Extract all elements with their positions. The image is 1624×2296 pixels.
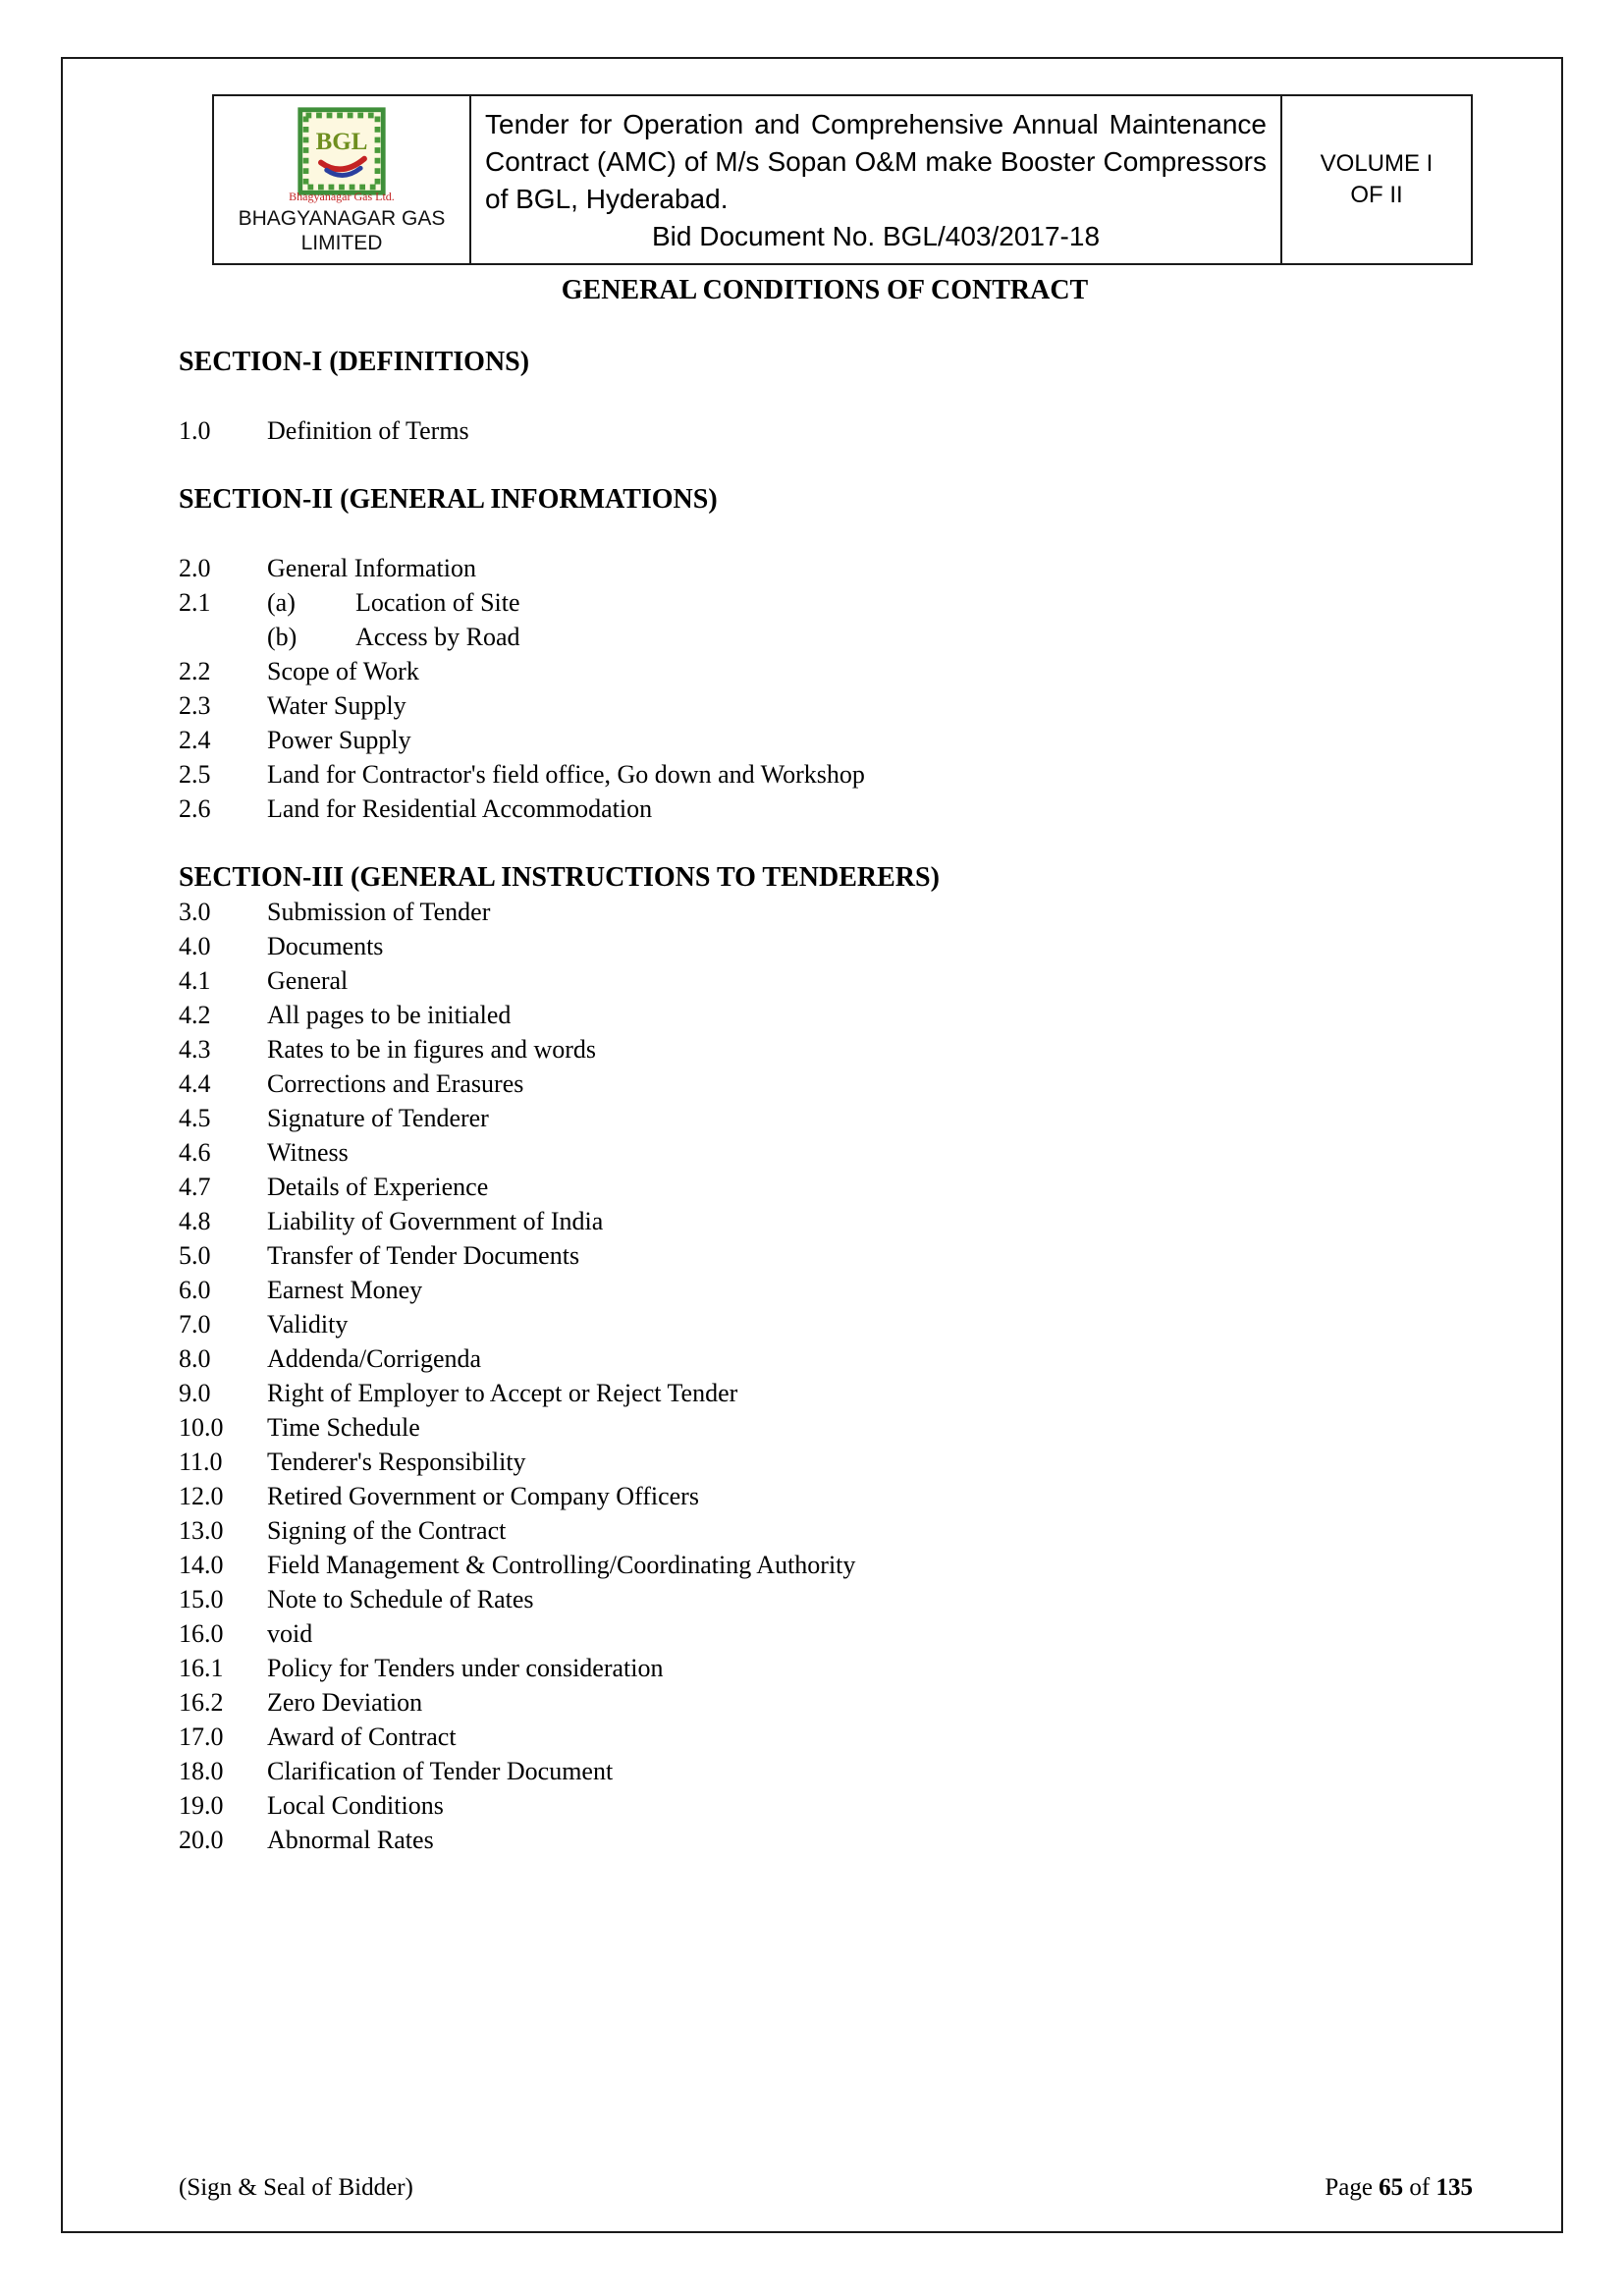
toc-item	[179, 1170, 1471, 1204]
toc-item	[179, 1410, 1471, 1445]
footer-page-number	[1325, 2174, 1473, 2202]
toc-item-number: 14.0	[179, 1551, 224, 1579]
header-title-cell	[471, 96, 1282, 263]
toc-item	[179, 1651, 1471, 1685]
of-label: of	[1409, 2174, 1431, 2201]
toc-item-text: Signing of the Contract	[267, 1516, 507, 1545]
document-title: GENERAL CONDITIONS OF CONTRACT	[561, 275, 1089, 305]
toc-item	[179, 757, 1471, 792]
toc-item-number: 2.1	[179, 588, 211, 617]
toc-item-number: 4.6	[179, 1138, 211, 1167]
toc-item-number: 9.0	[179, 1379, 211, 1407]
toc-item-text: Definition of Terms	[267, 416, 469, 445]
toc-item-number: 5.0	[179, 1241, 211, 1270]
toc-item-text: Time Schedule	[267, 1413, 420, 1442]
toc-list-section2	[179, 551, 1471, 826]
toc-item-text: Clarification of Tender Document	[267, 1757, 614, 1785]
toc-item	[179, 1582, 1471, 1616]
toc-item-number	[179, 620, 267, 654]
toc-item-number: 16.1	[179, 1654, 224, 1682]
toc-item-number: 11.0	[179, 1448, 223, 1476]
toc-item-number: 4.1	[179, 966, 211, 995]
toc-item	[179, 1720, 1471, 1754]
total-pages-value: 135	[1435, 2174, 1473, 2201]
spacer	[179, 379, 1471, 413]
toc-item-text: Documents	[267, 932, 384, 960]
page-label: Page	[1325, 2174, 1373, 2201]
section-heading-definitions: SECTION-I (DEFINITIONS)	[179, 347, 530, 377]
tender-title: Tender for Operation and Comprehensive Annual Maintenance Contract (AMC) of M/s Sopan O&M make Booster Compressors of BGL, Hyderabad.	[485, 109, 1267, 214]
toc-item	[179, 413, 1471, 448]
toc-item-text: Power Supply	[267, 726, 411, 754]
spacer	[179, 517, 1471, 551]
toc-item	[179, 1066, 1471, 1101]
toc-item-number: 2.0	[179, 554, 211, 582]
toc-item-number: 2.5	[179, 760, 211, 789]
toc-item-number: 3.0	[179, 898, 211, 926]
toc-item	[179, 1616, 1471, 1651]
toc-item	[179, 1754, 1471, 1788]
toc-item-number: 4.4	[179, 1069, 211, 1098]
toc-item	[179, 1341, 1471, 1376]
toc-item-number: 4.3	[179, 1035, 211, 1064]
toc-item-text: Earnest Money	[267, 1276, 423, 1304]
toc-item-text: Scope of Work	[267, 657, 419, 685]
document-body	[179, 273, 1471, 1857]
toc-item-text: Right of Employer to Accept or Reject Tender	[267, 1379, 738, 1407]
toc-item-text: All pages to be initialed	[267, 1001, 512, 1029]
toc-item-text: Retired Government or Company Officers	[267, 1482, 699, 1510]
toc-item-number: 2.4	[179, 726, 211, 754]
toc-item	[179, 723, 1471, 757]
toc-item-number: 19.0	[179, 1791, 224, 1820]
toc-item-text: void	[267, 1619, 313, 1648]
toc-item-number: 8.0	[179, 1344, 211, 1373]
svg-text:BGL: BGL	[315, 129, 368, 156]
toc-item-text: Submission of Tender	[267, 898, 491, 926]
toc-item-text: Liability of Government of India	[267, 1207, 604, 1235]
toc-item	[179, 1273, 1471, 1307]
toc-item-number: 2.6	[179, 794, 211, 823]
toc-item-number: 4.8	[179, 1207, 211, 1235]
toc-item	[179, 1823, 1471, 1857]
section-heading-instructions: SECTION-III (GENERAL INSTRUCTIONS TO TENDERERS)	[179, 862, 940, 893]
toc-item-text: Local Conditions	[267, 1791, 444, 1820]
toc-item-text: Witness	[267, 1138, 349, 1167]
toc-item	[179, 1307, 1471, 1341]
toc-item-number: 2.2	[179, 657, 211, 685]
toc-item-number: 17.0	[179, 1722, 224, 1751]
toc-item	[179, 1548, 1471, 1582]
toc-item	[179, 1204, 1471, 1238]
toc-item	[179, 1685, 1471, 1720]
volume-line2: OF II	[1350, 182, 1403, 208]
toc-item	[179, 1101, 1471, 1135]
company-name-line1: BHAGYANAGAR GAS	[238, 207, 446, 230]
toc-item	[179, 998, 1471, 1032]
toc-item-text: Addenda/Corrigenda	[267, 1344, 482, 1373]
toc-item-text: Access by Road	[355, 623, 520, 651]
toc-item-number: 6.0	[179, 1276, 211, 1304]
toc-item-sublabel: (b)	[267, 623, 298, 651]
toc-item	[179, 1788, 1471, 1823]
toc-item	[179, 1513, 1471, 1548]
toc-item-text: Location of Site	[355, 588, 520, 617]
toc-item-text: Signature of Tenderer	[267, 1104, 489, 1132]
toc-item-number: 12.0	[179, 1482, 224, 1510]
toc-item-number: 4.5	[179, 1104, 211, 1132]
toc-item	[179, 1135, 1471, 1170]
toc-item-text: Tenderer's Responsibility	[267, 1448, 526, 1476]
toc-item	[179, 620, 1471, 654]
toc-item-number: 4.0	[179, 932, 211, 960]
toc-item	[179, 895, 1471, 929]
toc-item	[179, 1479, 1471, 1513]
toc-item-text: Award of Contract	[267, 1722, 457, 1751]
toc-item-text: Transfer of Tender Documents	[267, 1241, 580, 1270]
bgl-logo-icon	[295, 104, 389, 203]
page-border	[61, 57, 1563, 2233]
toc-item-text: Zero Deviation	[267, 1688, 423, 1717]
toc-item-text: Land for Residential Accommodation	[267, 794, 653, 823]
toc-item-number: 10.0	[179, 1413, 224, 1442]
toc-item-number: 18.0	[179, 1757, 224, 1785]
toc-item-number: 4.2	[179, 1001, 211, 1029]
toc-item-number: 2.3	[179, 691, 211, 720]
toc-item-text: Water Supply	[267, 691, 406, 720]
toc-item-text: General	[267, 966, 349, 995]
page-footer	[179, 2174, 1473, 2202]
section-definitions	[179, 345, 1471, 448]
company-name	[239, 206, 446, 255]
spacer	[179, 448, 1471, 482]
toc-item	[179, 929, 1471, 963]
toc-item-number: 16.0	[179, 1619, 224, 1648]
toc-item	[179, 963, 1471, 998]
toc-item-text: General Information	[267, 554, 476, 582]
toc-item	[179, 1445, 1471, 1479]
toc-list-section1	[179, 413, 1471, 448]
header-table	[212, 94, 1473, 265]
toc-item-text: Corrections and Erasures	[267, 1069, 524, 1098]
toc-item-text: Abnormal Rates	[267, 1826, 434, 1854]
section-general-informations	[179, 482, 1471, 826]
toc-item-number: 20.0	[179, 1826, 224, 1854]
toc-item-number: 16.2	[179, 1688, 224, 1717]
toc-item-number: 7.0	[179, 1310, 211, 1339]
toc-item-number: 1.0	[179, 416, 211, 445]
toc-item-text: Policy for Tenders under consideration	[267, 1654, 664, 1682]
toc-item-number: 15.0	[179, 1585, 224, 1613]
toc-item	[179, 585, 1471, 620]
toc-item	[179, 1376, 1471, 1410]
toc-item	[179, 1238, 1471, 1273]
page-number-value: 65	[1379, 2174, 1404, 2201]
toc-item-text: Land for Contractor's field office, Go down and Workshop	[267, 760, 865, 789]
toc-item-text: Rates to be in figures and words	[267, 1035, 597, 1064]
toc-item-number: 13.0	[179, 1516, 224, 1545]
toc-item	[179, 654, 1471, 688]
bid-document-number: Bid Document No. BGL/403/2017-18	[651, 221, 1101, 251]
toc-item-sublabel: (a)	[267, 588, 296, 617]
toc-item-text: Details of Experience	[267, 1173, 489, 1201]
toc-item-text: Field Management & Controlling/Coordinating Authority	[267, 1551, 856, 1579]
toc-item	[179, 688, 1471, 723]
company-name-line2: LIMITED	[300, 232, 383, 254]
section-heading-general-informations: SECTION-II (GENERAL INFORMATIONS)	[179, 484, 718, 515]
volume-line1: VOLUME I	[1320, 150, 1434, 177]
toc-item	[179, 792, 1471, 826]
footer-sign-seal: (Sign & Seal of Bidder)	[179, 2174, 413, 2201]
toc-list-section3	[179, 895, 1471, 1857]
section-instructions-to-tenderers	[179, 860, 1471, 1857]
spacer	[179, 826, 1471, 860]
toc-item	[179, 551, 1471, 585]
toc-item-text: Note to Schedule of Rates	[267, 1585, 534, 1613]
logo-cell	[214, 96, 471, 263]
volume-cell	[1282, 96, 1471, 263]
logo-subtitle: Bhagyanagar Gas Ltd.	[289, 190, 395, 203]
toc-item-text: Validity	[267, 1310, 349, 1339]
toc-item-number: 4.7	[179, 1173, 211, 1201]
toc-item	[179, 1032, 1471, 1066]
